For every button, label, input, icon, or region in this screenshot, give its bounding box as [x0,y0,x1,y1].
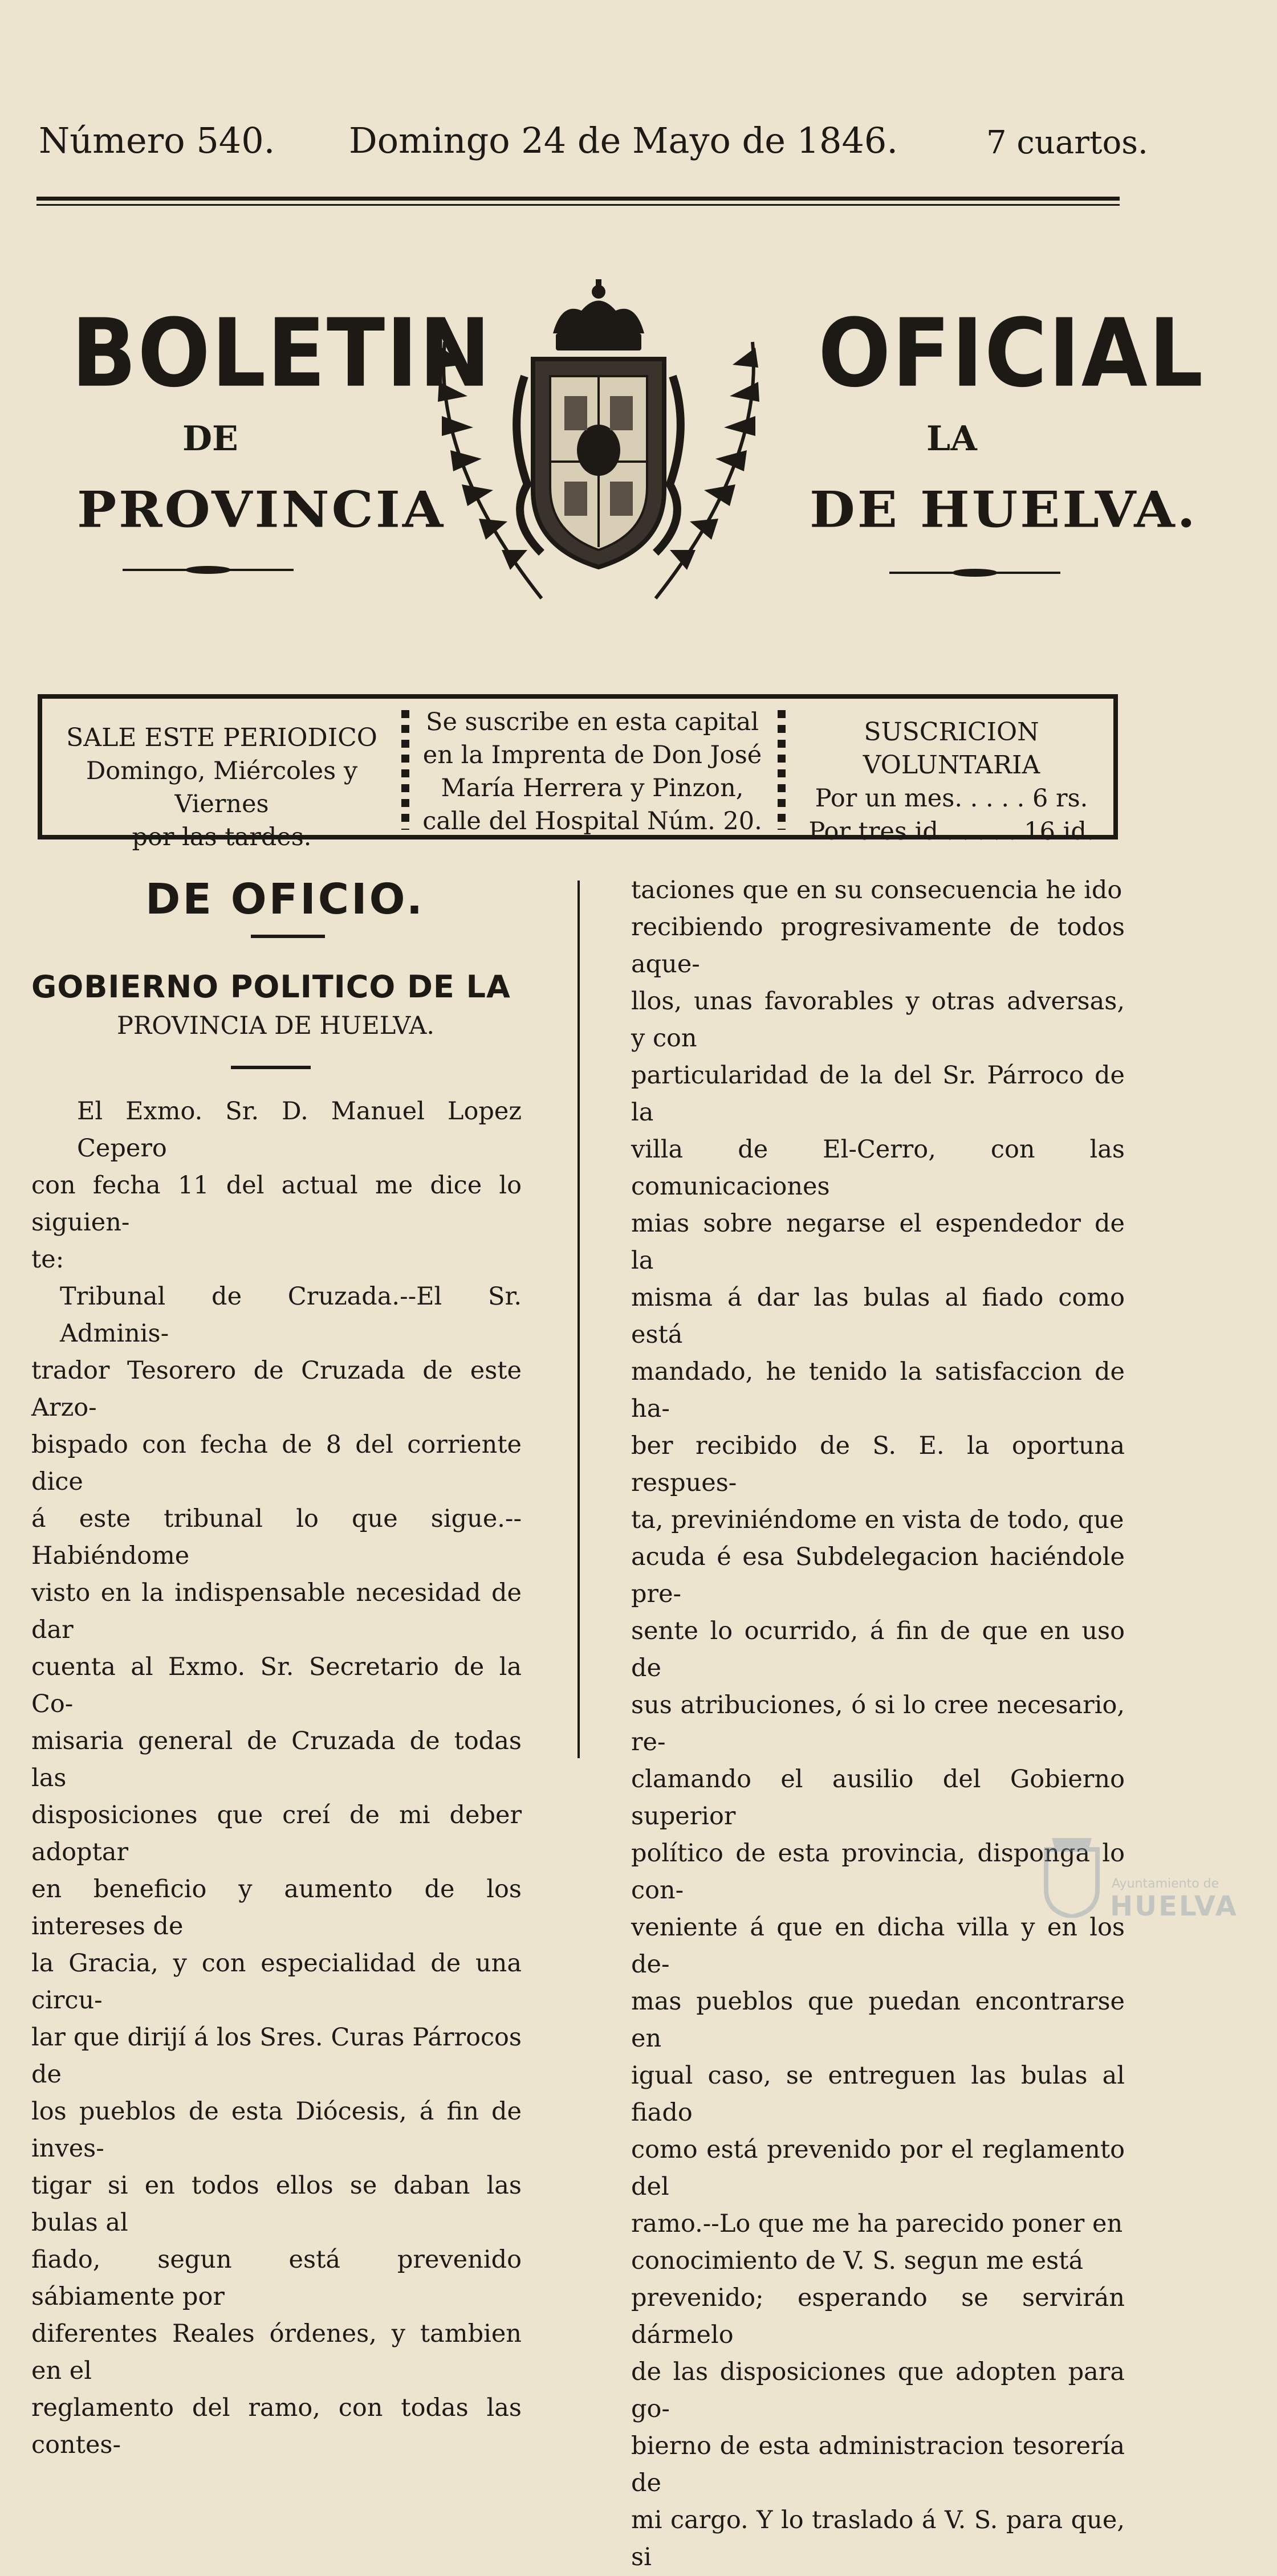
text-line: disposiciones que creí de mi deber adoptar [31,1801,522,1866]
text-line: conocimiento de V. S. segun me está [631,2247,1084,2275]
text-line: lar que dirijí á los Sres. Curas Párrocos de [31,2023,522,2089]
text-line: llos, unas favorables y otras adversas, y con [631,987,1125,1053]
issue-price: 7 cuartos. [986,124,1148,161]
text-line: igual caso, se entreguen las bulas al fiado [631,2061,1125,2127]
coat-of-arms-emblem [410,279,787,610]
article-column-right [631,872,1125,2576]
text-line: bierno de esta administracion tesorería de [631,2432,1125,2497]
text-line: en beneficio y aumento de los intereses de [31,1875,522,1941]
schedule-line-3: por las tardes. [132,823,312,851]
box-separator-right [778,710,786,830]
price-row-month: Por un mes. . . . . 6 rs. [815,784,1088,813]
box-separator-left [401,710,409,830]
watermark-line-1: Ayuntamiento de [1112,1877,1219,1891]
issue-date: Domingo 24 de Mayo de 1846. [349,120,898,161]
text-line: los pueblos de esta Diócesis, á fin de inves- [31,2097,522,2163]
address-line-2: en la Imprenta de Don José [422,741,762,769]
text-line: ber recibido de S. E. la oportuna respues- [631,1432,1125,1497]
section-rule [251,935,325,938]
text-line: villa de El-Cerro, con las comunicaciones [631,1135,1125,1201]
title-provincia: PROVINCIA [77,480,446,539]
text-line: con fecha 11 del actual me dice lo siguien- [31,1171,522,1237]
text-line: sus atribuciones, ó si lo cree necesario, re- [631,1691,1125,1756]
text-line: mas pueblos que puedan encontrarse en [631,1987,1125,2053]
title-de: DE [182,419,238,459]
publication-schedule [42,722,401,854]
text-line: El Exmo. Sr. D. Manuel Lopez Cepero [77,1097,522,1163]
text-line: ta, previniéndome en vista de todo, que [631,1506,1124,1534]
text-line: misma á dar las bulas al fiado como está [631,1283,1125,1349]
text-line: particularidad de la del Sr. Párroco de la [631,1061,1125,1127]
article-heading: GOBIERNO POLITICO DE LA [31,969,511,1005]
title-ornament-left [123,561,294,578]
text-line: á este tribunal lo que sigue.--Habiéndome [31,1505,522,1570]
article-column-left [31,1093,522,2464]
heading-rule [231,1066,311,1069]
masthead-rule-thick [36,197,1120,201]
title-oficial: OFICIAL [818,299,1205,409]
ayuntamiento-watermark [1040,1832,1238,1923]
column-divider [578,881,580,1758]
subscription-address [413,706,772,838]
text-line: sente lo ocurrido, á fin de que en uso de [631,1617,1125,1682]
text-line: tigar si en todos ellos se daban las bulas al [31,2171,522,2237]
text-line: recibiendo progresivamente de todos aque- [631,913,1125,979]
schedule-line-1: SALE ESTE PERIODICO [66,723,377,752]
masthead-rule-thin [36,204,1120,206]
title-la: LA [926,419,977,459]
text-line: reglamento del ramo, con todas las contes- [31,2394,522,2459]
text-line: visto en la indispensable necesidad de dar [31,1579,522,1644]
text-line: bispado con fecha de 8 del corriente dice [31,1430,522,1496]
voluntary-title: SUSCRICION VOLUNTARIA [863,718,1040,780]
title-ornament-right [889,564,1060,581]
watermark-line-2: HUELVA [1110,1890,1238,1922]
text-line: la Gracia, y con especialidad de una circu- [31,1949,522,2015]
address-line-4: calle del Hospital Núm. 20. [422,807,762,835]
text-line: misaria general de Cruzada de todas las [31,1727,522,1792]
address-line-1: Se suscribe en esta capital [425,708,759,736]
text-line: clamando el ausilio del Gobierno superior [631,1765,1125,1831]
huelva-shield-icon [1040,1832,1103,1918]
voluntary-subscription [786,716,1117,848]
section-de-oficio: DE OFICIO. [145,875,425,924]
schedule-line-2: Domingo, Miércoles y Viernes [86,757,358,818]
price-row-three-months: Por tres id . . . . . 16 id. [808,817,1095,846]
subscription-box [38,694,1118,851]
text-line: mias sobre negarse el espendedor de la [631,1209,1125,1275]
text-line: fiado, segun está prevenido sábiamente por [31,2245,522,2311]
article-subheading: PROVINCIA DE HUELVA. [117,1012,435,1040]
text-line: diferentes Reales órdenes, y tambien en el [31,2320,522,2385]
text-line: como está prevenido por el reglamento del [631,2135,1125,2201]
text-line: veniente á que en dicha villa y en los de- [631,1913,1125,1979]
text-line: mandado, he tenido la satisfaccion de ha- [631,1358,1125,1423]
issue-number: Número 540. [39,120,275,161]
address-line-3: María Herrera y Pinzon, [441,774,744,802]
title-de-huelva: DE HUELVA. [810,480,1198,539]
text-line: taciones que en su consecuencia he ido [631,876,1123,904]
text-line: ramo.--Lo que me ha parecido poner en [631,2210,1123,2238]
text-line: acuda é esa Subdelegacion haciéndole pre- [631,1543,1125,1608]
text-line: cuenta al Exmo. Sr. Secretario de la Co- [31,1653,522,1718]
title-boletin: BOLETIN [71,299,492,409]
text-line: Tribunal de Cruzada.--El Sr. Adminis- [60,1282,522,1348]
text-line: te: [31,1245,64,1274]
text-line: trador Tesorero de Cruzada de este Arzo- [31,1356,522,1422]
text-line: prevenido; esperando se servirán dármelo [631,2284,1125,2349]
text-line: político de esta provincia, disponga lo con- [631,1839,1125,1905]
text-line: mi cargo. Y lo traslado á V. S. para que, si [631,2506,1125,2571]
text-line: de las disposiciones que adopten para go- [631,2358,1125,2423]
